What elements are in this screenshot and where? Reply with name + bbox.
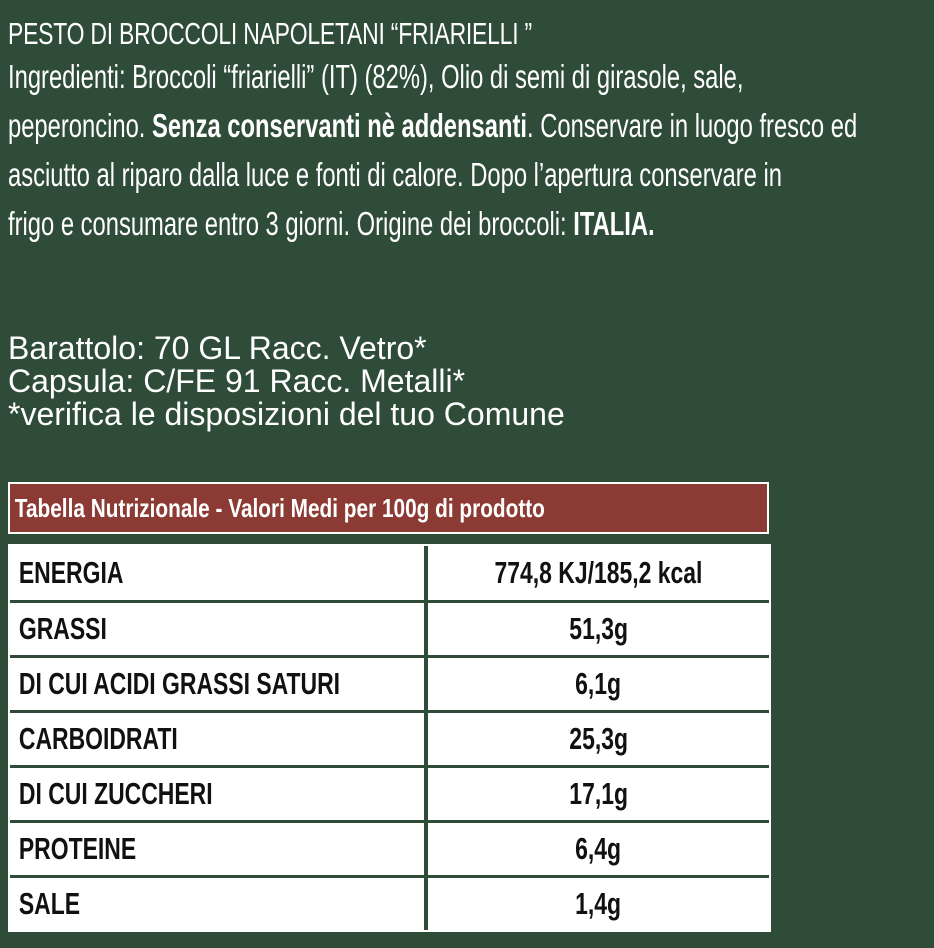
nutrient-name: CARBOIDRATI — [18, 721, 178, 756]
no-preservatives-note: Senza conservanti nè addensanti — [151, 107, 527, 144]
origin-country: ITALIA. — [573, 205, 655, 242]
disposal-note: *verifica le disposizioni del tuo Comune — [8, 396, 565, 432]
table-row — [10, 710, 769, 765]
jar-label: Barattolo — [8, 330, 137, 366]
packaging-info — [8, 332, 565, 431]
nutrient-name: GRASSI — [18, 611, 107, 646]
cap-line — [8, 365, 565, 398]
ingredients-line-4 — [8, 195, 670, 252]
nutrient-name: DI CUI ACIDI GRASSI SATURI — [18, 666, 341, 701]
ingredients-line-1: Ingredienti: Broccoli “friarielli” (IT) (82%), Olio di semi di girasole, sale, — [8, 58, 744, 95]
nutrient-value: 1,4g — [575, 886, 622, 921]
ingredients-line-2-end: . Conservare in luogo fresco ed — [526, 107, 858, 144]
nutrient-name: SALE — [18, 886, 81, 921]
table-row — [10, 765, 769, 820]
nutrient-value: 17,1g — [569, 776, 628, 811]
nutrition-table-header — [8, 482, 769, 534]
nutrient-name: DI CUI ZUCCHERI — [18, 776, 213, 811]
nutrient-value: 51,3g — [569, 611, 628, 646]
ingredients-line-3: asciutto al riparo dalla luce e fonti di calore. Dopo l’apertura conservare in — [8, 156, 782, 193]
nutrient-value: 6,1g — [575, 666, 622, 701]
ingredients-line-4-start: frigo e consumare entro 3 giorni. Origine dei broccoli: — [8, 205, 574, 242]
table-row — [10, 600, 769, 655]
jar-value: : 70 GL Racc. Vetro* — [136, 330, 427, 366]
product-title: PESTO DI BROCCOLI NAPOLETANI “FRIARIELLI ” — [8, 16, 532, 51]
ingredients-text — [8, 48, 858, 252]
table-row — [10, 875, 769, 930]
nutrient-value: 25,3g — [569, 721, 628, 756]
cap-label: Capsula — [8, 363, 126, 399]
nutrition-table-title: Tabella Nutrizionale - Valori Medi per 100g di prodotto — [14, 492, 545, 523]
table-row — [10, 820, 769, 875]
nutrient-name: ENERGIA — [18, 555, 124, 590]
table-row — [10, 655, 769, 710]
table-row — [10, 546, 769, 600]
nutrient-name: PROTEINE — [18, 831, 137, 866]
nutrient-value: 774,8 KJ/185,2 kcal — [494, 555, 703, 590]
nutrient-value: 6,4g — [575, 831, 622, 866]
ingredients-line-2-start: peperoncino. — [8, 107, 152, 144]
jar-line — [8, 332, 565, 365]
product-label — [8, 6, 928, 252]
cap-value: : C/FE 91 Racc. Metalli* — [125, 363, 466, 399]
nutrition-table — [8, 544, 771, 932]
